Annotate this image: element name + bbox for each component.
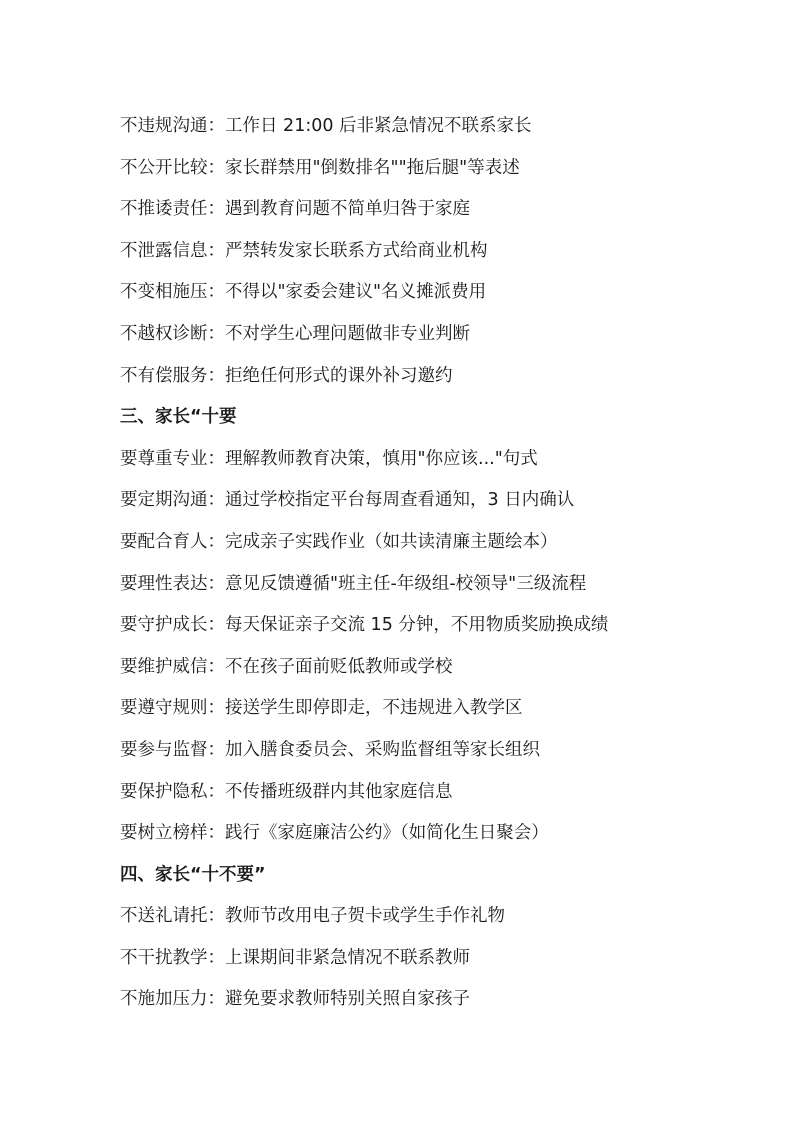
rule-item-set-example: 要树立榜样：践行《家庭廉洁公约》（如简化生日聚会） <box>120 823 549 844</box>
rule-item-regular-communication: 要定期沟通：通过学校指定平台每周查看通知，3 日内确认 <box>120 490 575 511</box>
rule-item-protect-privacy: 要保护隐私：不传播班级群内其他家庭信息 <box>120 781 453 802</box>
rule-item-rational-expression: 要理性表达：意见反馈遵循"班主任-年级组-校领导"三级流程 <box>120 573 587 594</box>
rule-item-follow-rules: 要遵守规则：接送学生即停即走，不违规进入教学区 <box>120 698 523 719</box>
rule-item-no-public-comparison: 不公开比较：家长群禁用"倒数排名""拖后腿"等表述 <box>120 157 520 178</box>
rule-item-no-disrupting-teaching: 不干扰教学：上课期间非紧急情况不联系教师 <box>120 947 470 968</box>
document-body <box>120 112 720 1027</box>
rule-item-no-leaking-info: 不泄露信息：严禁转发家长联系方式给商业机构 <box>120 240 488 261</box>
section-heading-parent-donts: 四、家长“十不要” <box>120 864 266 885</box>
rule-item-guard-growth: 要守护成长：每天保证亲子交流 15 分钟，不用物质奖励换成绩 <box>120 615 609 636</box>
rule-item-no-overreach-diagnosis: 不越权诊断：不对学生心理问题做非专业判断 <box>120 323 470 344</box>
rule-item-participate-supervision: 要参与监督：加入膳食委员会、采购监督组等家长组织 <box>120 739 540 760</box>
section-heading-parent-dos: 三、家长“十要 <box>120 407 237 428</box>
rule-item-respect-profession: 要尊重专业：理解教师教育决策，慎用"你应该..."句式 <box>120 448 538 469</box>
rule-item-maintain-prestige: 要维护威信：不在孩子面前贬低教师或学校 <box>120 656 453 677</box>
rule-item-no-paid-services: 不有偿服务：拒绝任何形式的课外补习邀约 <box>120 365 453 386</box>
rule-item-no-applying-pressure: 不施加压力：避免要求教师特别关照自家孩子 <box>120 989 470 1010</box>
rule-item-no-offhours-contact: 不违规沟通：工作日 21:00 后非紧急情况不联系家长 <box>120 116 532 136</box>
rule-item-no-disguised-pressure: 不变相施压：不得以"家委会建议"名义摊派费用 <box>120 282 487 303</box>
rule-item-cooperate-education: 要配合育人：完成亲子实践作业（如共读清廉主题绘本） <box>120 531 558 552</box>
rule-item-no-gifts: 不送礼请托：教师节改用电子贺卡或学生手作礼物 <box>120 906 505 927</box>
rule-item-no-shifting-blame: 不推诿责任：遇到教育问题不简单归咎于家庭 <box>120 199 470 220</box>
